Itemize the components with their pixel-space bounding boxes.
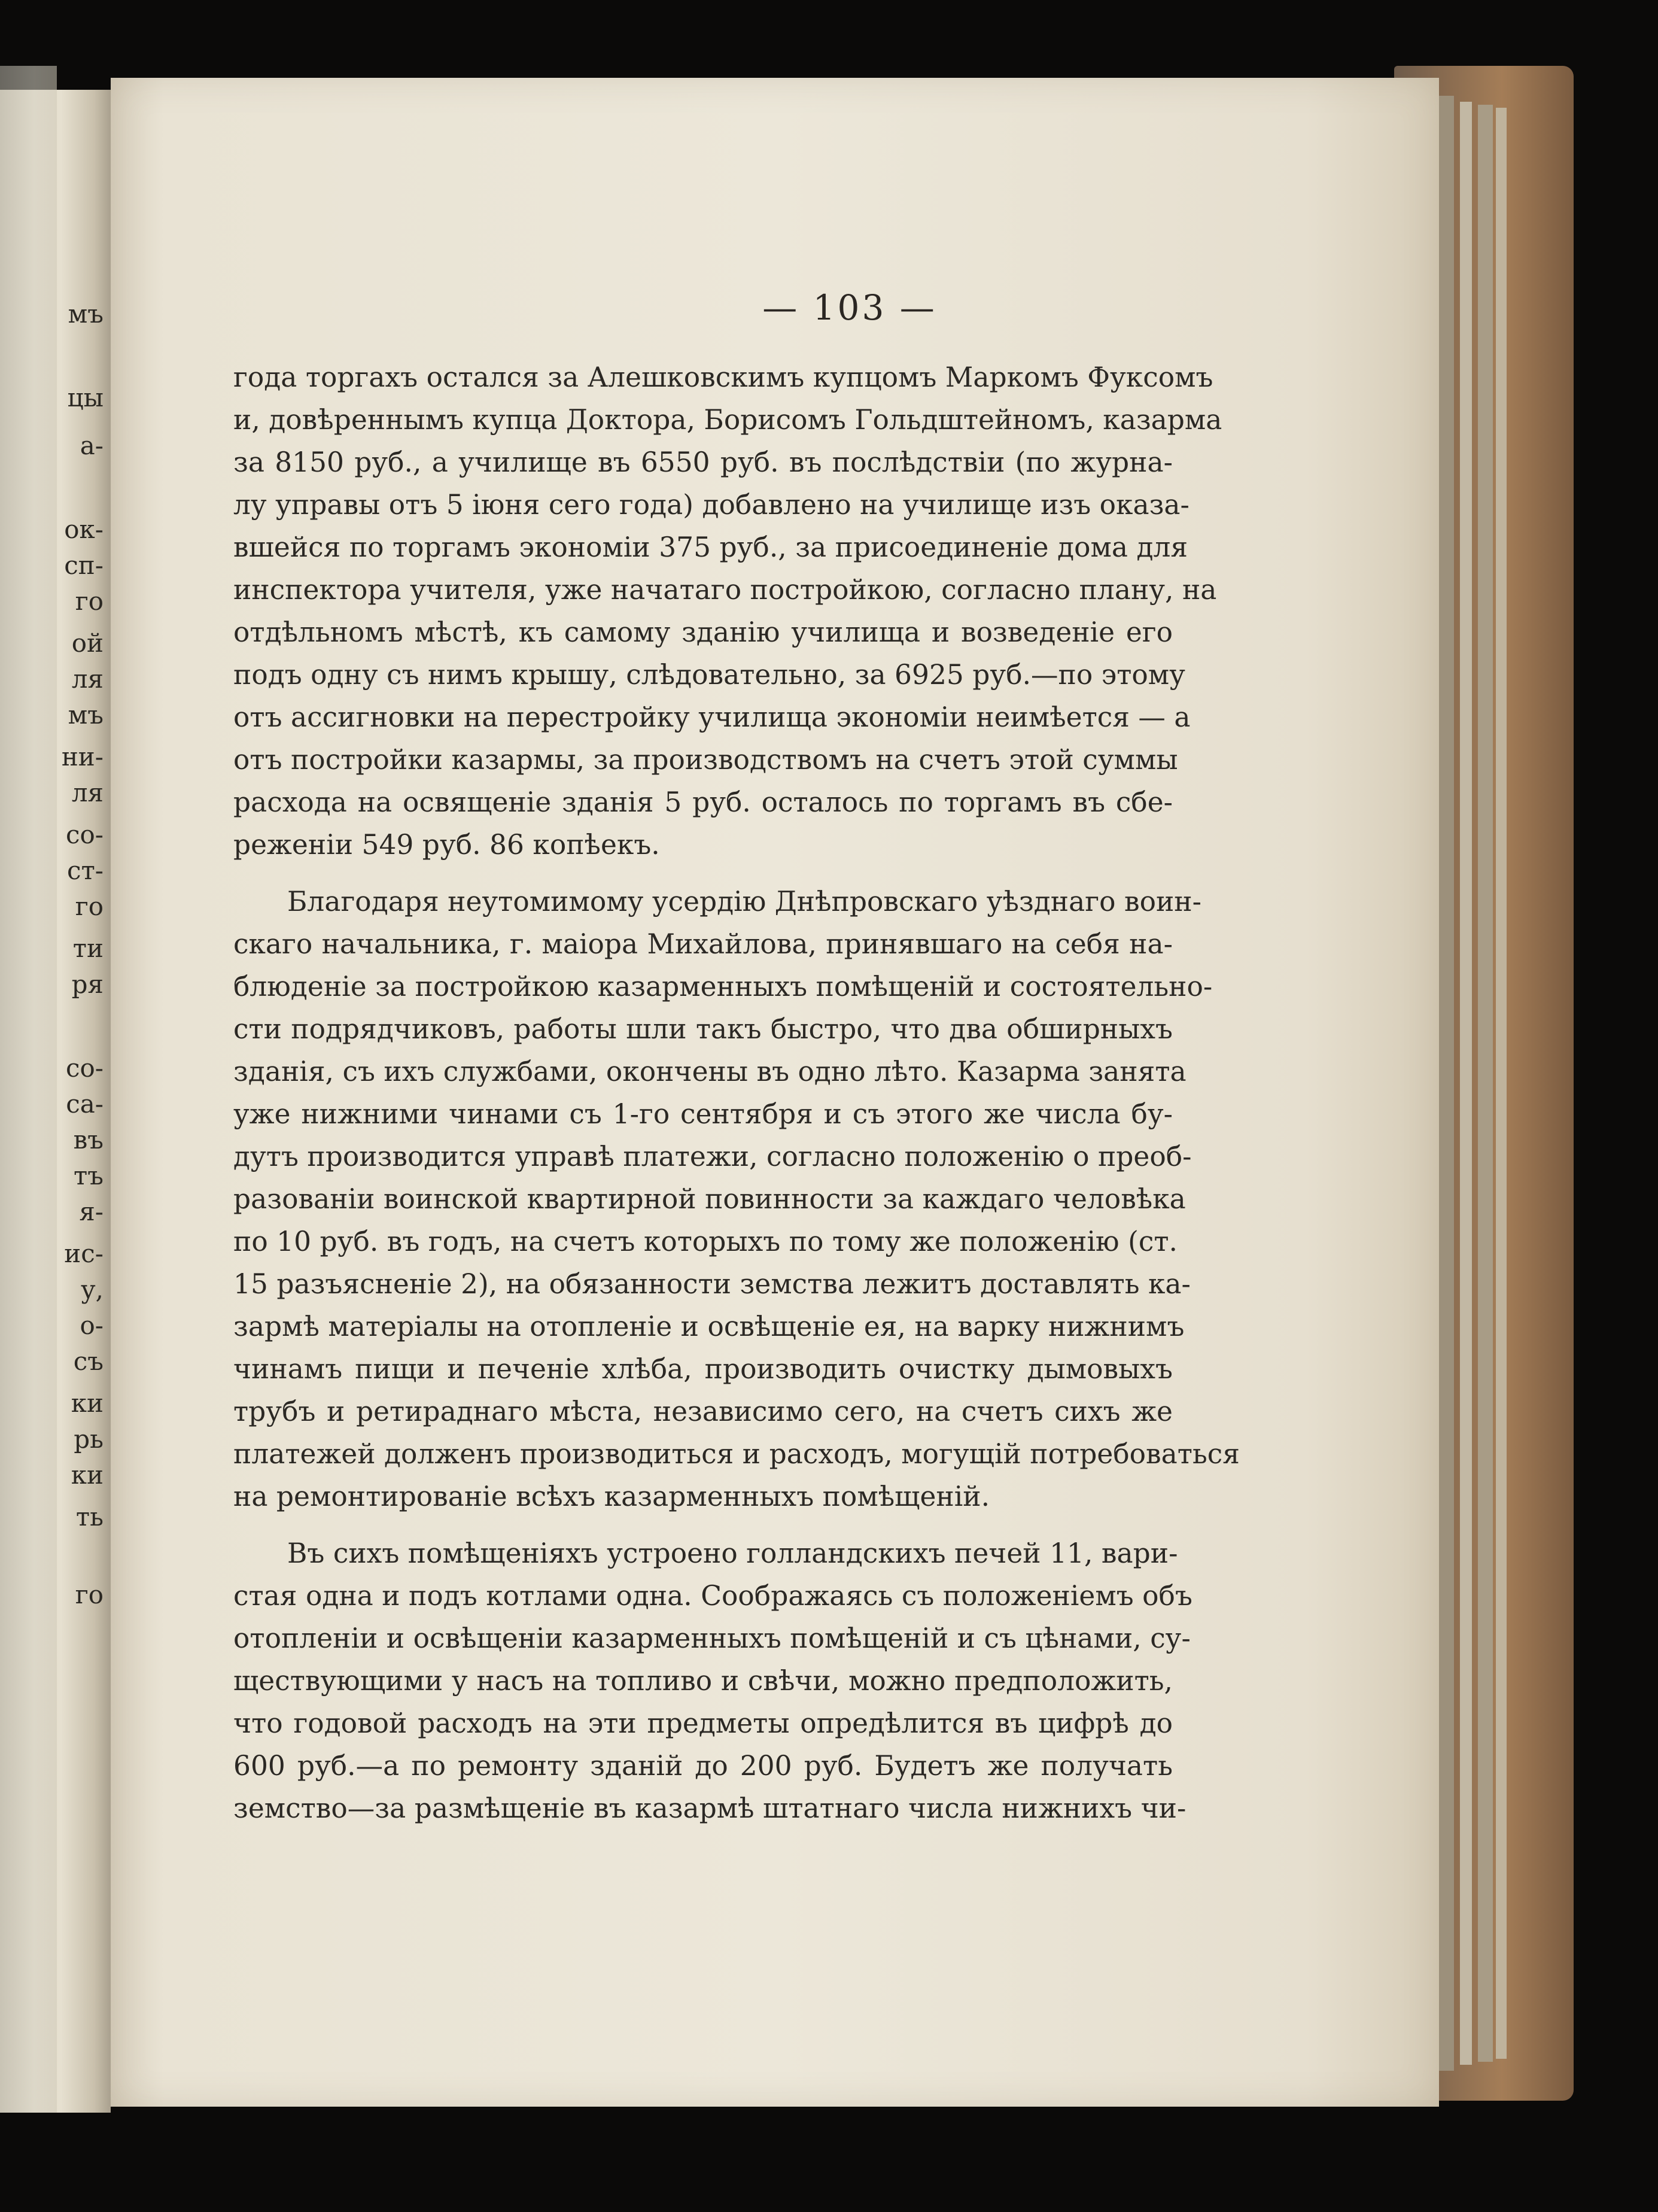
text-line: сти подрядчиковъ, работы шли такъ быстро, что два обширныхъ	[233, 1013, 1173, 1045]
left-page-text-fragment: я-	[79, 1197, 104, 1226]
text-line: и, довѣреннымъ купца Доктора, Борисомъ Гольдштейномъ, казарма	[233, 404, 1222, 436]
paragraph	[233, 880, 1240, 1518]
text-line: по 10 руб. въ годъ, на счетъ которыхъ по тому же положенію (ст.	[233, 1226, 1178, 1257]
text-line: платежей долженъ производиться и расходъ, могущій потребоваться	[233, 1438, 1240, 1470]
paragraph	[233, 356, 1222, 866]
left-page-text-fragment: са-	[66, 1089, 104, 1119]
text-line: что годовой расходъ на эти предметы опредѣлится въ цифрѣ до	[233, 1707, 1173, 1739]
text-line: разованіи воинской квартирной повинности за каждаго человѣка	[233, 1183, 1186, 1215]
left-page-text-fragment: мъ	[68, 700, 104, 730]
text-line: отопленіи и освѣщеніи казарменныхъ помѣщеній и съ цѣнами, су-	[233, 1622, 1191, 1654]
text-line: лу управы отъ 5 іюня сего года) добавлено на училище изъ оказа-	[233, 489, 1189, 521]
text-line: за 8150 руб., а училище въ 6550 руб. въ послѣдствіи (по журна-	[233, 446, 1173, 478]
text-line: отъ постройки казармы, за производствомъ на счетъ этой суммы	[233, 744, 1178, 776]
left-page-text-fragment: съ	[73, 1347, 104, 1376]
left-page-text-fragment: сп-	[64, 551, 104, 580]
text-line: чинамъ пищи и печеніе хлѣба, производить очистку дымовыхъ	[233, 1353, 1173, 1385]
text-line: скаго начальника, г. маіора Михайлова, принявшаго на себя на-	[233, 928, 1173, 960]
left-page-text-fragment: у,	[80, 1275, 104, 1304]
text-line: года торгахъ остался за Алешковскимъ купцомъ Маркомъ Фуксомъ	[233, 361, 1213, 393]
left-page-text-fragment: о-	[80, 1311, 104, 1340]
page-text	[233, 356, 1240, 1830]
left-page-text-fragment: а-	[80, 431, 104, 460]
text-line: дутъ производится управѣ платежи, согласно положенію о преоб-	[233, 1141, 1192, 1172]
left-page-text-fragment: ок-	[64, 515, 104, 544]
left-page-text-fragment: мъ	[68, 299, 104, 329]
left-page-text-fragment: тъ	[74, 1161, 104, 1190]
text-line: вшейся по торгамъ экономіи 375 руб., за присоединеніе дома для	[233, 531, 1188, 563]
page-edges	[1478, 105, 1493, 2062]
left-page-text-fragment: го	[75, 587, 104, 616]
left-page-text-fragment: ки	[71, 1460, 104, 1490]
text-line: трубъ и ретираднаго мѣста, независимо сего, на счетъ сихъ же	[233, 1396, 1173, 1427]
left-page-text-fragment: ля	[71, 664, 104, 694]
left-page-text-fragment: ки	[71, 1388, 104, 1418]
text-line: 15 разъясненіе 2), на обязанности земства лежитъ доставлять ка-	[233, 1268, 1191, 1300]
text-line: 600 руб.—а по ремонту зданій до 200 руб. Будетъ же получать	[233, 1750, 1173, 1782]
page-edges	[1496, 108, 1507, 2059]
text-line: отъ ассигновки на перестройку училища экономіи неимѣется — а	[233, 701, 1191, 733]
left-page-text-fragment: ря	[71, 970, 104, 999]
left-page-spine	[0, 66, 57, 2113]
text-line: инспектора учителя, уже начатаго постройкою, согласно плану, на	[233, 574, 1217, 606]
left-page-text-fragment: ой	[71, 628, 104, 658]
text-line: отдѣльномъ мѣстѣ, къ самому зданію училища и возведеніе его	[233, 616, 1173, 648]
text-line: на ремонтированіе всѣхъ казарменныхъ помѣщеній.	[233, 1481, 990, 1512]
page-edges	[1460, 102, 1472, 2065]
text-line: расхода на освященіе зданія 5 руб. осталось по торгамъ въ сбе-	[233, 786, 1173, 818]
text-line: Благодаря неутомимому усердію Днѣпровскаго уѣзднаго воин-	[287, 886, 1201, 917]
text-line: земство—за размѣщеніе въ казармѣ штатнаго числа нижнихъ чи-	[233, 1792, 1187, 1824]
text-line: реженіи 549 руб. 86 копѣекъ.	[233, 829, 660, 861]
left-page-text-fragment: цы	[67, 383, 104, 412]
left-page-text-fragment: ть	[75, 1502, 104, 1532]
text-line: Въ сихъ помѣщеніяхъ устроено голландскихъ печей 11, вари-	[287, 1538, 1178, 1569]
left-page-text-fragment: со-	[66, 1053, 104, 1083]
left-page-text-fragment: со-	[66, 820, 104, 849]
text-line: зармѣ матеріалы на отопленіе и освѣщеніе ея, на варку нижнимъ	[233, 1311, 1185, 1342]
left-page-text-fragment: ст-	[67, 856, 104, 885]
left-page-text-fragment: рь	[74, 1424, 104, 1454]
text-line: уже нижними чинами съ 1-го сентября и съ этого же числа бу-	[233, 1098, 1173, 1130]
page-number: — 103 —	[762, 287, 937, 328]
text-line: зданія, съ ихъ службами, окончены въ одно лѣто. Казарма занята	[233, 1056, 1187, 1087]
text-line: ществующими у насъ на топливо и свѣчи, можно предположить,	[233, 1665, 1173, 1697]
text-line: блюденіе за постройкою казарменныхъ помѣщеній и состоятельно-	[233, 971, 1213, 1002]
left-page-text-fragment: въ	[73, 1125, 104, 1154]
left-page-text-fragment: ля	[71, 778, 104, 807]
paragraph	[233, 1532, 1192, 1830]
left-page-text-fragment: го	[75, 1580, 104, 1609]
left-page-text-fragment: ни-	[61, 742, 104, 771]
left-page-text-fragment: го	[75, 892, 104, 921]
left-page-text-fragment: ти	[72, 934, 104, 963]
text-line: стая одна и подъ котлами одна. Соображаясь съ положеніемъ объ	[233, 1580, 1192, 1612]
left-page-text-fragment: ис-	[64, 1239, 104, 1268]
text-line: подъ одну съ нимъ крышу, слѣдовательно, за 6925 руб.—по этому	[233, 659, 1185, 691]
